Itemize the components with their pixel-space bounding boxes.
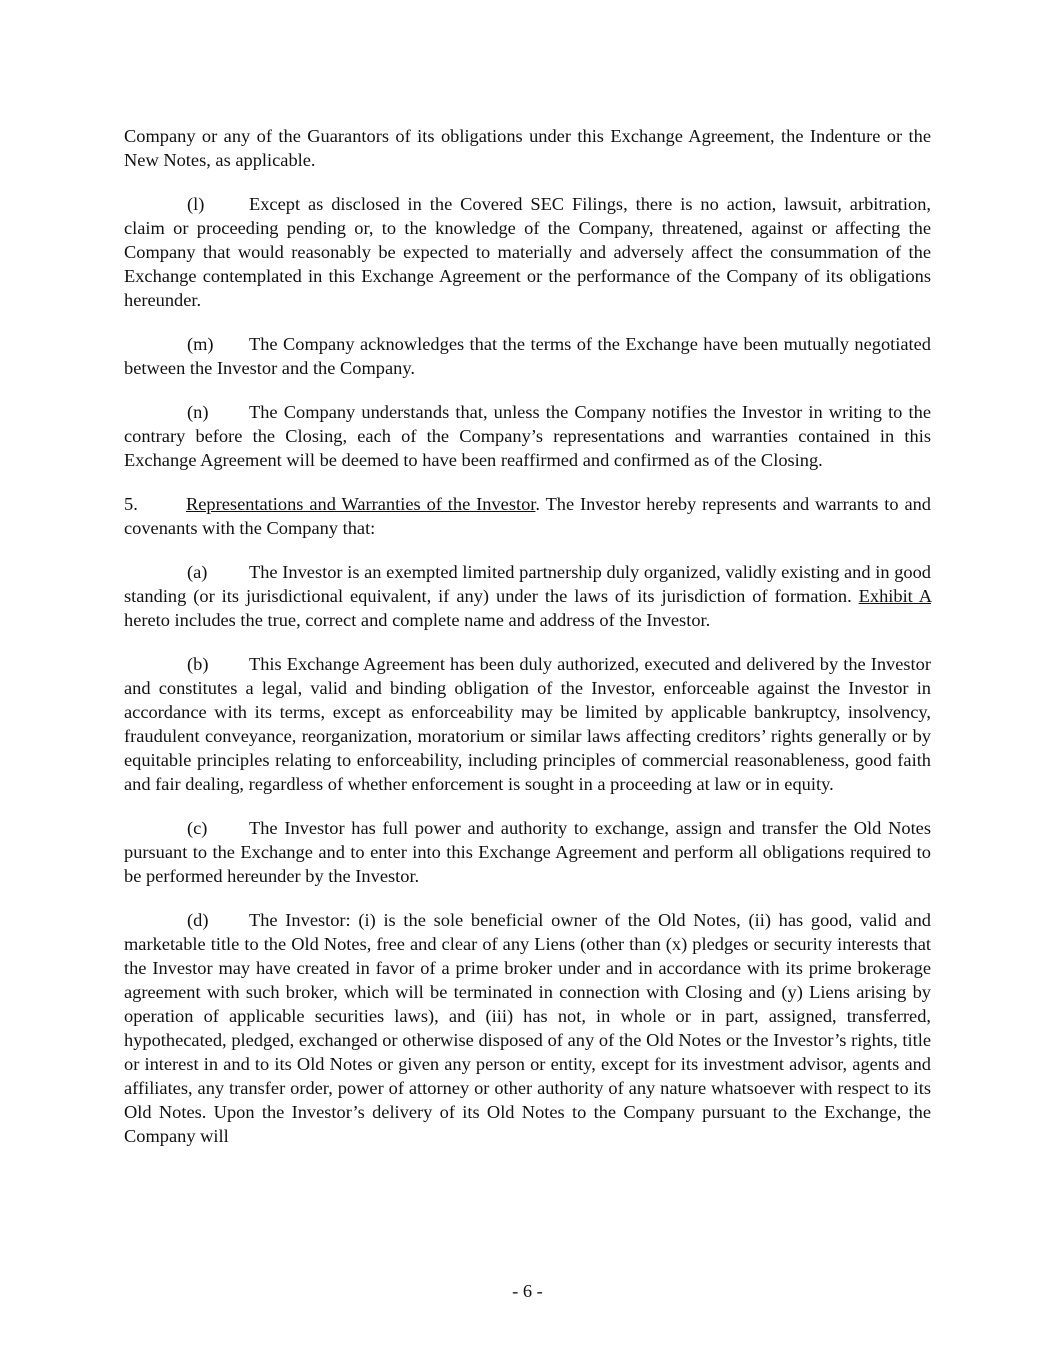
paragraph-text: hereto includes the true, correct and complete name and address of the Investor. <box>124 610 711 630</box>
paragraph-text: Except as disclosed in the Covered SEC Filings, there is no action, lawsuit, arbitration, claim or proceeding pending or, to the knowledge of the Company, threatened, against or affecting the Company that would reasonably be expected to materially and adversely affect the consummation of the Exchange contemplated in this Exchange Agreement or the performance of the Company of its obligations hereunder. <box>124 194 931 310</box>
paragraph-text: The Investor is an exempted limited partnership duly organized, validly existing and in good standing (or its jurisdictional equivalent, if any) under the laws of its jurisdiction of formation. <box>124 562 931 606</box>
paragraph-c <box>124 816 931 888</box>
paragraph-n <box>124 400 931 472</box>
paragraph-label: (n) <box>187 402 209 422</box>
section-5 <box>124 492 931 540</box>
page-number: - 6 - <box>512 1281 543 1301</box>
exhibit-reference: Exhibit A <box>858 586 931 606</box>
paragraph-label: (c) <box>187 818 208 838</box>
paragraph-label: (b) <box>187 654 209 674</box>
section-title: Representations and Warranties of the Investor <box>186 494 536 514</box>
paragraph-l <box>124 192 931 312</box>
paragraph-text: The Company acknowledges that the terms of the Exchange have been mutually negotiated between the Investor and the Company. <box>124 334 931 378</box>
paragraph-text: The Investor: (i) is the sole beneficial owner of the Old Notes, (ii) has good, valid and marketable title to the Old Notes, free and clear of any Liens (other than (x) pledges or security interests that the Investor may have created in favor of a prime broker under and in accordance with its prime brokerage agreement with such broker, which will be terminated in connection with Closing and (y) Liens arising by operation of applicable securities laws), and (iii) has not, in whole or in part, assigned, transferred, hypothecated, pledged, exchanged or otherwise disposed of any of the Old Notes or the Investor’s rights, title or interest in and to its Old Notes or given any person or entity, except for its investment advisor, agents and affiliates, any transfer order, power of attorney or other authority of any nature whatsoever with respect to its Old Notes. Upon the Investor’s delivery of its Old Notes to the Company pursuant to the Exchange, the Company will <box>124 910 931 1146</box>
paragraph-label: (d) <box>187 910 209 930</box>
paragraph-b <box>124 652 931 796</box>
paragraph-a <box>124 560 931 632</box>
paragraph-text: This Exchange Agreement has been duly authorized, executed and delivered by the Investor and constitutes a legal, valid and binding obligation of the Investor, enforceable against the Investor in accordance with its terms, except as enforceability may be limited by applicable bankruptcy, insolvency, fraudulent conveyance, reorganization, moratorium or similar laws affecting creditors’ rights generally or by equitable principles relating to enforceability, including principles of commercial reasonableness, good faith and fair dealing, regardless of whether enforcement is sought in a proceeding at law or in equity. <box>124 654 931 794</box>
paragraph-continuation: Company or any of the Guarantors of its obligations under this Exchange Agreement, the Indenture or the New Notes, as applicable. <box>124 126 931 170</box>
paragraph-text: The Company understands that, unless the Company notifies the Investor in writing to the contrary before the Closing, each of the Company’s representations and warranties contained in this Exchange Agreement will be deemed to have been reaffirmed and confirmed as of the Closing. <box>124 402 931 470</box>
paragraph-label: (l) <box>187 194 205 214</box>
paragraph-label: (a) <box>187 562 208 582</box>
paragraph-text: The Investor has full power and authority to exchange, assign and transfer the Old Notes pursuant to the Exchange and to enter into this Exchange Agreement and perform all obligations required to be performed hereunder by the Investor. <box>124 818 931 886</box>
paragraph-m <box>124 332 931 380</box>
document-page <box>124 124 931 1148</box>
paragraph-d <box>124 908 931 1148</box>
paragraph-label: (m) <box>187 334 214 354</box>
section-text: . The Investor hereby represents and warrants to and covenants with the Company that: <box>124 494 932 538</box>
section-number: 5. <box>124 494 138 514</box>
